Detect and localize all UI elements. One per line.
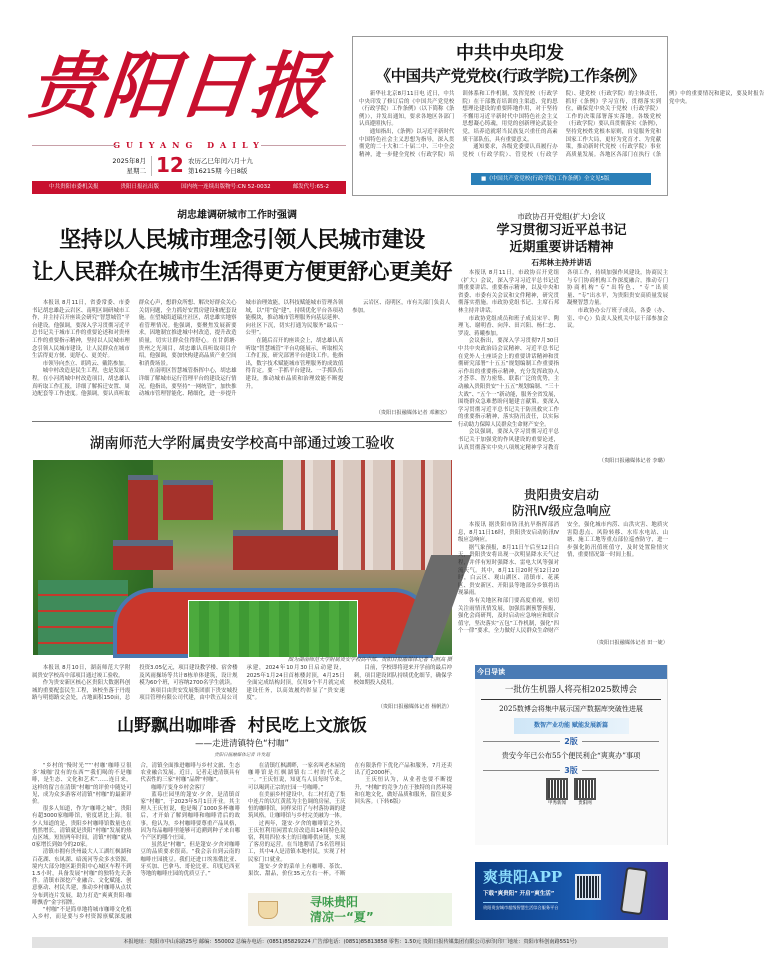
newspaper-logo: 贵阳日报 (25, 43, 331, 128)
summer-column-image (248, 893, 452, 926)
full-text-link[interactable]: ■《中国共产党党校(行政学院)工作条例》全文见5版 (471, 173, 651, 185)
guide-item[interactable]: 一批仿生机器人将亮相2025数博会 (481, 679, 661, 700)
lead-headline: 坚持以人民城市理念引领人民城市建设 (59, 228, 425, 253)
cppcc-subtitle: 石邦林主持并讲话 (531, 258, 592, 267)
column-title: 清凉一“夏” (310, 910, 374, 924)
lead-credit: （贵阳日报融媒体记者 邓湘宏） (375, 410, 450, 416)
qr-label: 贵阳网 (578, 801, 592, 806)
coffee-cup-icon (258, 901, 278, 919)
top-story-title: 《中国共产党党校(行政学院)工作条例》 (375, 66, 645, 85)
qr-label: 甲秀新闻 (548, 801, 566, 806)
school-credit: （贵阳日报融媒体记者 杨帆浩） (377, 704, 452, 710)
paragraph: 作为贵安新区核心区贵阳大数据科创城的重要配套民生工程，该校坐落于丹霞路与明德路交会处，占地面积150亩，总投资3.05亿元，项目建设教学楼、宿舍楼及风雨操场等共计8栋单体建筑，设计规模为60个班，可容纳2700名学生就读。 (32, 665, 238, 702)
app-slogan: 下载“爽贵阳” 开启“爽生活” (483, 891, 555, 897)
info-item: 贵阳日报社出版 (120, 184, 160, 190)
guide-banner-text: 数智产业功能 赋能发展新篇 (533, 722, 609, 729)
date-block (100, 153, 280, 178)
paragraph: 蓝莓庄园里的篷安·夕舍，是清镇首家“村咖”，于2023年5月1日开业。其主理人王庆恒说，他是喝了1000多杯咖啡后，才开始了解到咖啡和咖啡背后的故事。他认为，乡村咖啡要尊重产品风格，因为每品咖啡里能够可追溯到种子来自哪个产区的哪个庄园。 (140, 791, 240, 842)
school-body (32, 665, 452, 703)
coffee-subtitle: ——走进清镇特色“村咖” (195, 739, 289, 749)
flood-title: 贵阳贵安启动 (523, 487, 599, 502)
qr-code[interactable] (574, 778, 596, 800)
paragraph: “村咖”不是简单地将城市咖啡文化植入乡村，而是要与乡村资源禀赋深度融合，清镇全面推进咖啡与乡村文旅、生态农业融合发展。近日，记者走进清镇具有代表性的三家“村咖”品牌“村咖”。 (32, 763, 240, 921)
today-guide (475, 665, 668, 845)
cppcc-body (458, 270, 668, 456)
paragraph: “乡村的‘慢时光’”“‘村咖’咖啡豆很多‘城咖’没有的东西”“我们喝的不是咖啡，是生态、文化和艺术”……连日来，这样的留言在清镇“村咖”的评价中随处可见，成为众多游客对清镇“村咖”的最新评价。 (32, 763, 132, 806)
paragraph: 会议指出，要深入学习贯彻7月30日中共中央政治局会议精神、习近平总书记在党外人士座谈会上的重要讲话精神和贯彻研究部署“十五五”规划编制工作重要指示作出的重要指示精神，充分发挥政协人才荟萃、智力密集、联系广泛的优势，主动融入贵阳贵安“十五五”规划编制、“三十大战”、“五个一”新动能，服务全省发展，围绕群众急难愁盼问题建言献策。要深入学习贯彻习近平总书记关于防汛救灾工作的重要指示精神，落实防汛责任，以实际行动助力保障人民群众生命财产安全。 (458, 338, 559, 428)
guide-item[interactable]: 2025数博会将集中展示国产数据库突破性进展 (499, 705, 643, 713)
lead-body (32, 300, 450, 406)
paragraph: 本报讯 8月10日，湖南师范大学附属贵安学校高中部项目通过竣工验收。 (32, 665, 131, 679)
info-item: 国内统一连续出版物号:CN 52-0032 (181, 184, 271, 190)
top-story[interactable] (352, 36, 764, 196)
lunar-date: 农历乙巳年闰六月十九 (188, 157, 253, 165)
coffee-body (248, 763, 452, 890)
paragraph: 本报讯 8月11日，市政协召开党组（扩大）会议，深入学习习近平总书记近期重要讲话、重要指示精神，以及中央和省委、市委有关会议和文件精神，研究贯彻落实措施。市政协党组书记、主席石邦林主持并讲话。 (458, 270, 559, 314)
app-name: 爽贵阳APP (483, 868, 563, 886)
coffee-byline: 贵阳日报融媒体记者 许发超 (214, 753, 270, 758)
coffee-body (32, 763, 240, 924)
page-ref[interactable]: 2版 (479, 736, 663, 747)
top-story-title: 中共中央印发 (456, 43, 564, 64)
paragraph: 在清镇红枫湖畔，一家名叫老木屋的咖啡馆是红枫湖镇右二村的代表之一。“王庆恒说，知更鸟人员每时节来，可以喝到正宗的庄园一号咖啡。” (248, 763, 346, 791)
app-description: 贵阳贵安城市超级智慧生活综合服务平台 (483, 902, 558, 911)
guide-banner[interactable] (514, 718, 629, 734)
guide-item[interactable]: 贵安今年已公布55个便民利企“爽爽办”事项 (501, 751, 641, 760)
flood-credit: （贵阳日报融媒体记者 田一婕） (593, 640, 668, 646)
flood-title: 防汛Ⅳ级应急响应 (511, 503, 612, 518)
paragraph: 市政协办公厅班子成员，各委（办、室、中心）负责人及机关中层干部参加会议。 (567, 307, 668, 330)
qr-code[interactable] (546, 778, 568, 800)
paragraph: 新华社北京8月11日电 近日，中共中央印发了修订后的《中国共产党党校（行政学院）工作条例》（以下简称《条例》），并发出通知，要求各地区各部门认真遵照执行。 (359, 91, 455, 128)
photo-caption: 图为湖南师范大学附属贵安学校高中部。贵阳日报融媒体记者 石照高 摄 (287, 657, 452, 663)
paragraph: 城中村改造是民生工程，也是发展工程。在小河湾城中村改造项目，胡忠雄认真听取工作汇报，详细了解拆迁安置、周边配套等工作进度。他强调，要认真听取群众心声，想群众所想、解决好群众关心关切问题，全力抓好安置房建设和配套设施。在望城街道瑞庄社区，胡忠雄实地察看管理情况。他强调，要聚焦发展新要求，因地制宜推进城中村改造，提升改造质量，切实让群众住得舒心。在甘荫塘·贵州之光项目，胡忠雄认真听取项目介绍，他强调，要加快构建高品质产业空间和消费场景。 (32, 300, 237, 398)
paragraph: 目前，学校即将迎来开学前的最后冲刺，项目建设团队持续优化细节，确保学校如期投入使用。 (353, 665, 452, 687)
school-headline: 湖南师范大学附属贵安学校高中部通过竣工验收 (89, 436, 395, 452)
paragraph: 该项目由贵安发展集团旗下贵安城投项目管理有限公司代建，由中铁五局公司承建，2024年10月30日启动建设，2025年1月24日首栋楼封顶，4月25日全面完成结构封顶，仅用9个半月就完成建设任务，以高效履约彰显了“贵安速度”。 (139, 665, 345, 702)
cppcc-title: 近期重要讲话精神 (509, 240, 614, 255)
top-story-body (359, 91, 764, 163)
lead-kicker: 胡忠雄调研城市工作时强调 (177, 210, 297, 221)
date: 2025年8月 (112, 157, 146, 165)
paragraph: 会议强调，要深入学习贯彻习近平总书记关于加强党的作风建设的重要论述，认真贯彻落实中央八项规定精神学习教育各项工作，持续加强作风建设，协商民主与专门协商机构工作深度融合，推动专门协商机构“专”出特色、“专”出质量、“专”出水平，为贵阳贵安高质量发展凝聚智慧力量。 (458, 270, 668, 451)
flood-body (458, 522, 668, 638)
day-number: 12 (156, 153, 184, 177)
paragraph: 本报讯 8月11日，省委常委、市委书记胡忠雄赴云岩区、南明区调研城市工作，并主持召开座谈会研究“智慧城管”平台建设。他强调，要深入学习贯彻习近平总书记关于城市工作的重要论述和对贵州工作的重要指示精神，坚持以人民城市理念引领人民城市建设，让人民群众在城市生活得更方便、更舒心、更美好。 (32, 300, 130, 360)
paragraph: 云岩区、南明区，市有关部门负责人参加。 (352, 300, 450, 314)
phone-icon (620, 867, 648, 916)
paragraph: 虽然是“村咖”，但是篷安·夕舍对咖啡豆的品质要求很高。“我会亲自到云南的咖啡庄园挑豆。我们还进口埃塞俄比亚、牙买加、巴拿马、哥伦比亚、印度尼西亚等地的咖啡庄园的优质豆子。” (140, 842, 240, 878)
cppcc-credit: （贵阳日报融媒体记者 李璐） (598, 458, 668, 464)
paragraph: 咖啡厅变身乡村会客厅 (151, 784, 206, 791)
info-item: 中共贵阳市委机关报 (49, 184, 99, 190)
footer-info: 本报地址：贵阳市中山东路25号 邮编：550002 总编办电话：(0851)85829224 广告部电话：(0851)85813858 零售：1.50元 贵阳日报传媒集团有限公司承印(印厂地址：贵阳市科创南路551号) (32, 937, 668, 948)
school-photo (33, 460, 452, 655)
paragraph: 篷安·夕舍的菜单上有咖啡、茶饮、果饮、甜品，价位35元左右一杯。不断在有限条件下优化产品和服务，7月还卖出了近2000杯。 (248, 763, 452, 878)
info-item: 邮发代号:65-2 (292, 184, 329, 190)
paragraph: 通知指出，《条例》以习近平新时代中国特色社会主义思想为指导，深入贯彻党的二十大和二十届二中、三中全会精神，进一步健全党校（行政学院）培训体系和工作机制，发挥党校（行政学院）在干部教育培训的主渠道、党的思想理论建设的重要阵地作用，对于坚持不懈用习近平新时代中国特色社会主义思想凝心铸魂，用党的创新理论武装全党，培养造就堪当民族复兴重任的高素质干部队伍，具有重要意义。 (359, 91, 558, 158)
paragraph: 本报讯 据贵阳市防汛抗旱指挥部消息，8月11日16时，贵阳贵安启动防汛Ⅳ级应急响应。 (458, 522, 559, 544)
paragraph: 过两年，篷安·夕舍的咖啡馆之外，王庆恒利用闲置农房改造出14间特色民宿，利用四位本土的日咖啡供应链，实现了客房的运营。在当地聘请了5名管理员工，其中4人是清镇本地村民，实现了村民家门口就业。 (248, 820, 346, 863)
paragraph: 各有关地区和部门要高度重视，密切关注雨情汛情发展，加强监测预警预报，强化会商研判，及时启动应急响应和联合值守，坚决落实“五包”工作机制，强化“四个一律”要求，全力做好人民群众生命财产安全，强化城市内涝、山洪灾害、地质灾害隐患点、风险转移、水库水电站、山塘、施工工地等重点部位巡查防守，进一步强化防汛值班值守，及时处置险情灾情，重要情况第一时间上报。 (458, 522, 668, 635)
english-name: GUIYANG DAILY (32, 140, 346, 150)
paragraph: 在随后召开的座谈会上，胡忠雄认真听取“智慧城管”平台功能展示，听取相关工作汇报，研究部署平台建设工作。他指出，数字技术赋能城市管理服务的成效值得肯定。要一手抓平台建设、一手抓队伍建设，推动城市品质和治理效能不断提升。 (245, 337, 344, 390)
paragraph: 很多人知道，作为“咖啡之城”，贵阳有超3000家咖啡馆，密度堪比上海。很少人知道的是，贵阳乡村咖啡馆数量也在悄然增长，清镇就是贵阳“村咖”发展的热点区域。短短两年时间，清镇“村咖”就从0家增长到如今的20家。 (32, 806, 132, 849)
masthead-info-bar (32, 181, 346, 194)
guide-header-text: 今日导读 (477, 668, 505, 676)
paragraph: 市领导向杰立、胡鸿云、戴铭参加。 (42, 360, 130, 367)
paragraph: 通知要求，各级党委要认真履行办党校（行政学院）、管党校（行政学院）、建党校（行政学院）的主体责任，抓好《条例》学习宣传，贯彻落实到位，确保党中央关于党校（行政学院）工作的决策部署落实落地。各级党校（行政学院）要认真贯彻落实《条例》，坚持党校姓党根本原则，自觉服务党和国家工作大局，更好为党育才、为党献策，推动新时代党校（行政学院）事业高质量发展。各地区各部门在执行《条例》中的重要情况和建议，要及时报告党中央。 (462, 91, 764, 158)
issue-number: 第16215期 今日8版 (188, 167, 248, 175)
page-ref[interactable]: 3版 (479, 765, 663, 776)
coffee-headline: 山野飘出咖啡香 村民吃上文旅饭 (117, 716, 367, 736)
paragraph: 王庆恒认为，从业者也要不断提升，“村咖”的竞争力在于独特的自然环境和在地文化，做好品质和服务，留住更多回头客。（下转6版） (354, 777, 452, 806)
cppcc-title: 学习贯彻习近平总书记 (496, 223, 627, 238)
paragraph: 据气象预报，8月11日午后至12日白天，贵阳贵安将出现一次明显降水天气过程，并伴有短时强降水、雷电大风等强对流天气。其中，8月11日20时至12日20时，白云区、观山湖区、清镇市、花溪区、贵安新区、开阳县等地部分乡镇将出现暴雨。 (458, 544, 559, 597)
lead-headline: 让人民群众在城市生活得更方便更舒心更美好 (32, 260, 453, 285)
paragraph: 在美丽乡村建设中，右二村打造了集中连片的以红黄蓝为主色调的房屋，王庆恒的咖啡馆，同样采用了与村落协调的建筑风格，让咖啡馆与乡村完美融为一体。 (248, 791, 346, 820)
cppcc-kicker: 市政协召开党组(扩大)会议 (517, 212, 606, 221)
guide-header (475, 665, 667, 679)
weekday: 星期二 (126, 167, 146, 175)
paragraph: 清镇市拥有贵州最大人工湖红枫湖和百花湖、东风湖、暗流河等众多水资源，境内大部分地区距贵阳中心城区车程不到1.5小时，具备发展“村咖”的独特先天条件。清镇市深挖产业融合、文化赋能、创意驱动、村民共建，推动乡村咖啡从点状分布到连片发展，助力打造“爽爽贵阳·咖啡飘香”金字招牌。 (32, 849, 132, 906)
app-qr-code[interactable] (575, 874, 601, 900)
paragraph: 在南明区智慧城管指挥中心，胡忠雄详细了解城市运行管理平台的建设运行情况。他指出，要坚持“一网统管”，加快推动城市管理智能化、精细化，进一步提升城市治理效能，以科技赋能城市管理各领域，以“用”促“建”，持续优化平台各项功能模块，推动城市管理服务向基层延伸、向社区下沉，切实打通为民服务“最后一公里”。 (138, 300, 344, 398)
paragraph: 市政协党组成员和班子成员宋平、陶理飞、谢明香、向萍、田兴阳、杨仁忠、罗凌、蒋曦参加。 (458, 315, 559, 337)
app-banner[interactable] (475, 862, 668, 920)
column-title: 寻味贵阳 (310, 895, 359, 909)
